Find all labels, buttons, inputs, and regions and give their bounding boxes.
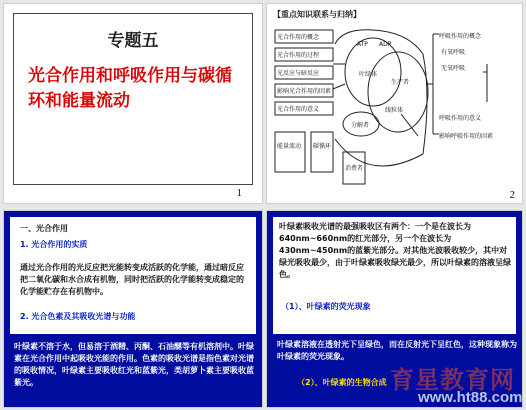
diagram-label: 光合作用的过程 [277, 52, 320, 59]
diagram-label: 影响光合作用的因素 [277, 88, 332, 95]
diagram-label: 碳循环 [313, 143, 332, 150]
subsection-heading: （1）、叶绿素的荧光现象 [281, 302, 371, 311]
slide-title: 光合作用和呼吸作用与碳循环和能量流动 [28, 66, 232, 111]
diagram-label: 消费者 [345, 165, 364, 172]
subsection-heading: 1. 光合作用的实质 [20, 240, 88, 249]
concept-diagram [273, 24, 517, 192]
body-paragraph: 叶绿素溶液在透射光下呈绿色，而在反射光下呈红色，这种现象称为叶绿素的荧光现象。 [277, 340, 517, 361]
diagram-label: 分解者 [351, 122, 370, 129]
diagram-label: 线粒体 [385, 107, 404, 114]
diagram-label: ADP [379, 41, 392, 48]
section-header: 【重点知识联系与归纳】 [273, 10, 361, 19]
slide-number: 1 [236, 187, 242, 199]
slide-3[interactable] [3, 210, 263, 408]
diagram-label: 能量流动 [277, 143, 302, 150]
diagram-label: 光合作用的概念 [277, 34, 320, 41]
body-paragraph: 叶绿素不溶于水，但易溶于酒精、丙酮、石油醚等有机溶剂中。叶绿素在光合作用中起吸收光能的作用。色素的吸收光谱是指色素对光谱的吸收情况，叶绿素主要吸收红光和蓝紫光，类胡萝卜素主要吸收蓝紫光。 [14, 342, 254, 387]
diagram-label: 有氧呼吸 [441, 49, 466, 56]
diagram-label: 呼吸作用的概念 [439, 33, 482, 40]
diagram-label: 影响呼吸作用的因素 [439, 133, 494, 140]
diagram-label: 叶绿体 [359, 71, 378, 78]
section-heading: 一、光合作用 [20, 224, 68, 233]
diagram-label: 生产者 [391, 79, 410, 86]
site-watermark [390, 360, 525, 408]
slide-number: 2 [509, 189, 515, 201]
watermark-url: www.ht88.com [418, 389, 523, 406]
diagram-label: 光合作用的意义 [277, 106, 320, 113]
diagram-label: ATP [357, 41, 368, 48]
watermark-brand: 育星教育网 [390, 366, 515, 394]
slide-2[interactable] [266, 3, 523, 204]
diagram-label: 无氧呼吸 [441, 65, 466, 72]
diagram-label: 光反应与暗反应 [277, 70, 320, 77]
topic-heading: 专题五 [107, 31, 159, 51]
diagram-label: 呼吸作用的意义 [439, 115, 482, 122]
slide-1[interactable] [3, 3, 263, 204]
body-paragraph: 叶绿素吸收光谱的最强吸收区有两个：一个是在波长为640nm~660nm的红光部分，另一个在波长为430nm~450nm的蓝紫光部分。对其他光波吸收较少，其中对绿光吸收最少，由于叶绿素吸收绿光最少，所以叶绿素的溶液呈绿色。 [279, 222, 511, 279]
body-paragraph: 通过光合作用的光反应把光能转变成活跃的化学能，通过暗反应把二氧化碳和水合成有机物，同时把活跃的化学能转变成稳定的化学能贮存在有机物中。 [20, 263, 244, 296]
subsection-heading: 2. 光合色素及其吸收光谱与功能 [20, 312, 136, 321]
subsection-heading: （2）、叶绿素的生物合成 [297, 378, 387, 387]
